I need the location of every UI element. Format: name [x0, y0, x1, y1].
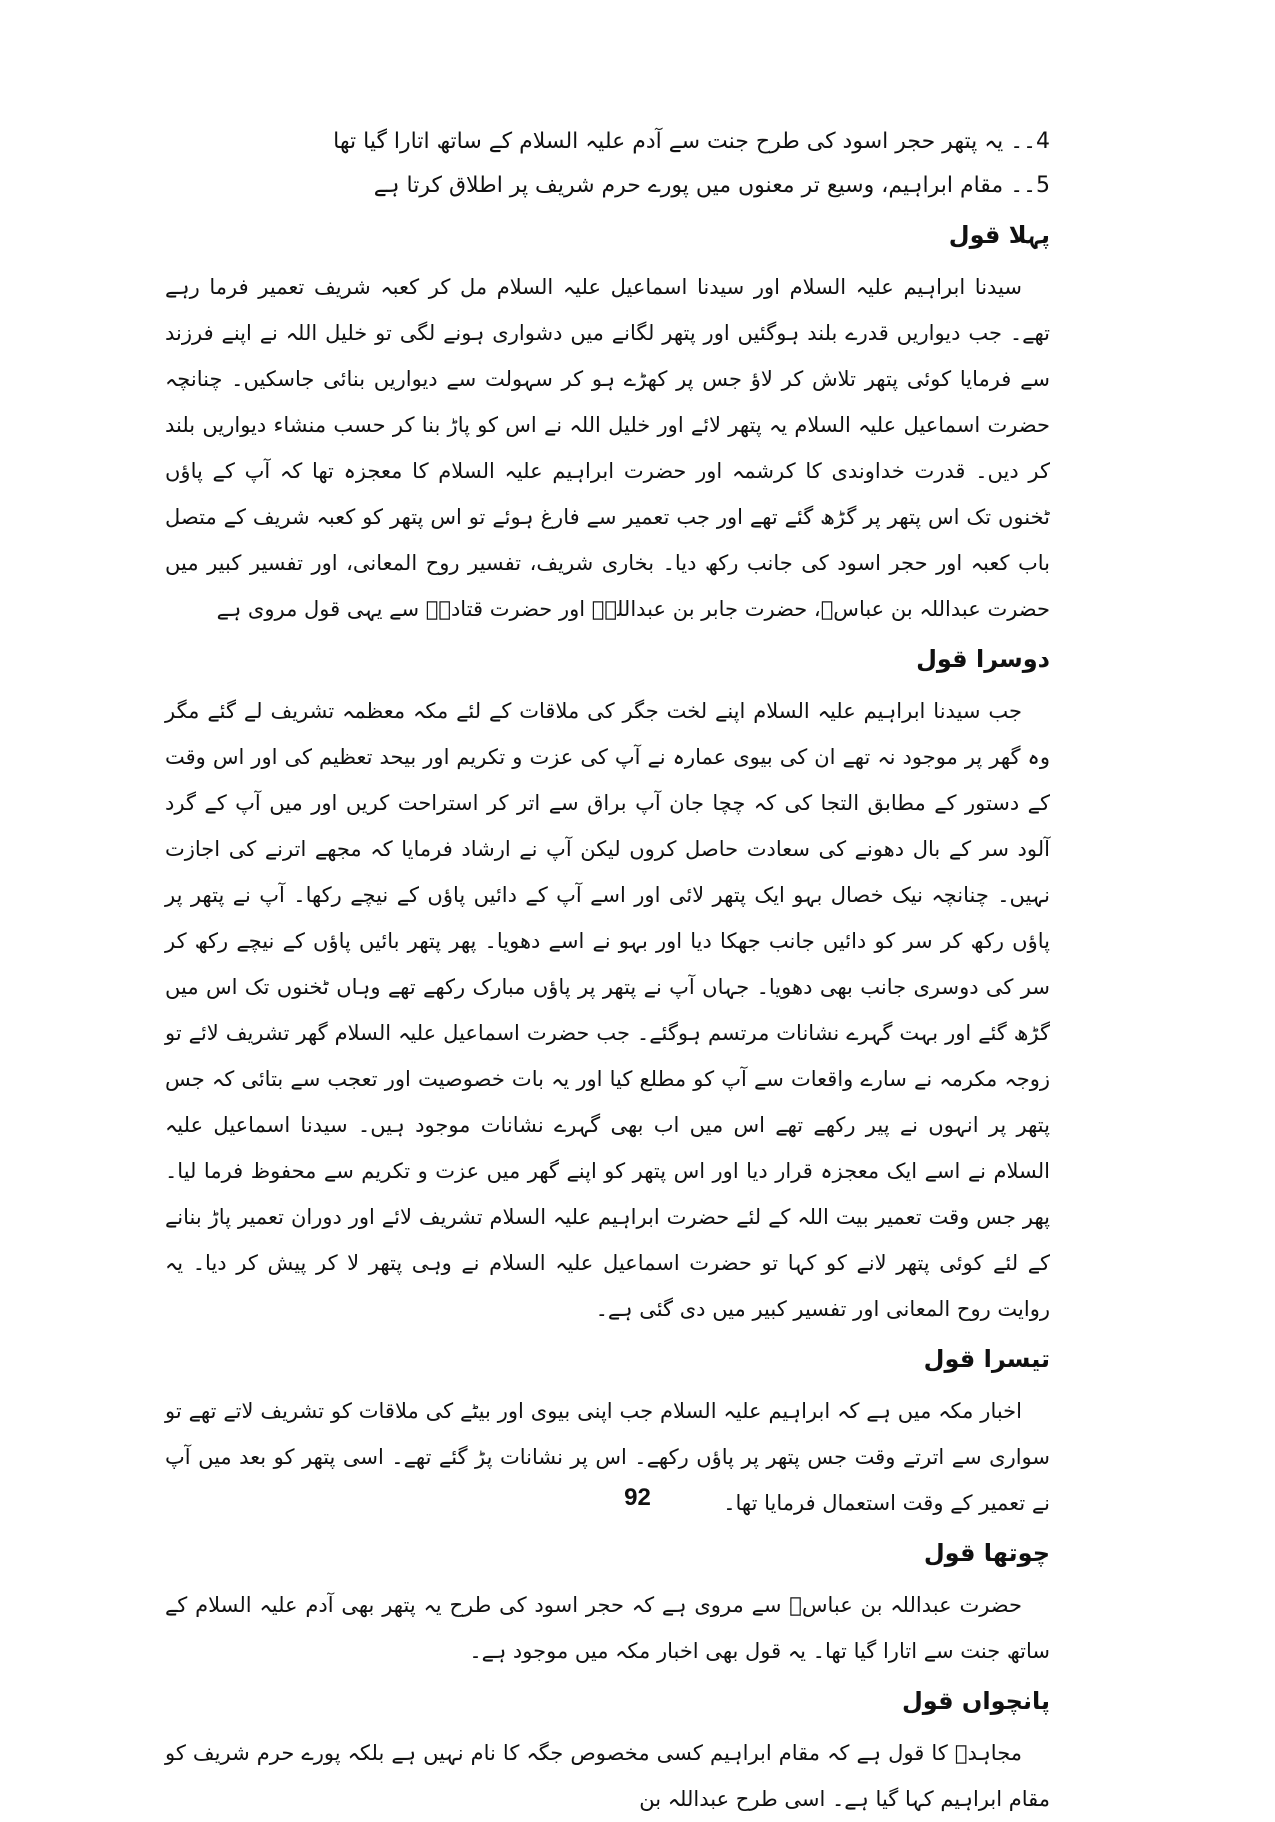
- section-heading: تیسرا قول: [923, 1345, 1050, 1373]
- section-heading: چوتھا قول: [923, 1539, 1050, 1567]
- paragraph: سیدنا ابراہیم علیہ السلام اور سیدنا اسماعیل علیہ السلام مل کر کعبہ شریف تعمیر فرما رہے تھے۔ جب دیواریں قدرے بلند ہوگئیں اور پتھر لگانے میں دشواری ہونے لگی تو خلیل اللہ نے اپنے فرزند سے فرمایا کوئی پتھر تلاش کر لاؤ جس پر کھڑے ہو کر سہولت سے دیواریں بنائی جاسکیں۔ چنانچہ حضرت اسماعیل علیہ السلام یہ پتھر لائے اور خلیل اللہ نے اس کو پاڑ بنا کر حسب منشاء دیواریں بلند کر دیں۔ قدرت خداوندی کا کرشمہ اور حضرت ابراہیم علیہ السلام کا معجزہ تھا کہ آپ کے پاؤں ٹخنوں تک اس پتھر پر گڑھ گئے تھے اور جب تعمیر سے فارغ ہوئے تو اس پتھر کو کعبہ شریف کے متصل باب کعبہ اور حجر اسود کی جانب رکھ دیا۔ بخاری شریف، تفسیر روح المعانی، اور تفسیر کبیر میں حضرت عبداللہ بن عباسؓ، حضرت جابر بن عبداللہؓ اور حضرت قتادہؒ سے یہی قول مروی ہے: [165, 275, 1050, 621]
- paragraph: اخبار مکہ میں ہے کہ ابراہیم علیہ السلام جب اپنی بیوی اور بیٹے کی ملاقات کو تشریف لاتے تھے تو سواری سے اترتے وقت جس پتھر پر پاؤں رکھے۔ اس پر نشانات پڑ گئے تھے۔ اسی پتھر کو بعد میں آپ نے تعمیر کے وقت استعمال فرمایا تھا۔: [165, 1399, 1050, 1515]
- section-heading: پہلا قول: [948, 221, 1050, 249]
- page-body: [165, 120, 1050, 1822]
- list-item: 4۔۔ یہ پتھر حجر اسود کی طرح جنت سے آدم علیہ السلام کے ساتھ اتارا گیا تھا: [333, 129, 1050, 154]
- section-heading: پانچواں قول: [901, 1687, 1050, 1715]
- section-heading: دوسرا قول: [916, 645, 1050, 673]
- paragraph: حضرت عبداللہ بن عباسؓ سے مروی ہے کہ حجر اسود کی طرح یہ پتھر بھی آدم علیہ السلام کے ساتھ جنت سے اتارا گیا تھا۔ یہ قول بھی اخبار مکہ میں موجود ہے۔: [165, 1593, 1050, 1663]
- page-number: 92: [624, 1484, 651, 1511]
- list-item: 5۔۔ مقام ابراہیم، وسیع تر معنوں میں پورے حرم شریف پر اطلاق کرتا ہے: [373, 173, 1050, 198]
- paragraph: جب سیدنا ابراہیم علیہ السلام اپنے لخت جگر کی ملاقات کے لئے مکہ معظمہ تشریف لے گئے مگر وہ گھر پر موجود نہ تھے ان کی بیوی عمارہ نے آپ کی عزت و تکریم اور بیحد تعظیم کی اور اس وقت کے دستور کے مطابق التجا کی کہ چچا جان آپ براق سے اتر کر استراحت کریں اور میں آپ کے گرد آلود سر کے بال دھونے کی سعادت حاصل کروں لیکن آپ نے ارشاد فرمایا کہ مجھے اترنے کی اجازت نہیں۔ چنانچہ نیک خصال بہو ایک پتھر لائی اور اسے آپ کے دائیں پاؤں کے نیچے رکھا۔ آپ نے پتھر پر پاؤں رکھ کر سر کو دائیں جانب جھکا دیا اور بہو نے اسے دھویا۔ پھر پتھر بائیں پاؤں کے نیچے رکھ کر سر کی دوسری جانب بھی دھویا۔ جہاں آپ نے پتھر پر پاؤں مبارک رکھے تھے وہاں ٹخنوں تک اس میں گڑھ گئے اور بہت گہرے نشانات مرتسم ہوگئے۔ جب حضرت اسماعیل علیہ السلام گھر تشریف لائے تو زوجہ مکرمہ نے سارے واقعات سے آپ کو مطلع کیا اور یہ بات خصوصیت اور تعجب سے بتائی کہ جس پتھر پر انہوں نے پیر رکھے تھے اس میں اب بھی گہرے نشانات موجود ہیں۔ سیدنا اسماعیل علیہ السلام نے اسے ایک معجزہ قرار دیا اور اس پتھر کو اپنے گھر میں عزت و تکریم سے محفوظ فرما لیا۔ پھر جس وقت تعمیر بیت اللہ کے لئے حضرت ابراہیم علیہ السلام تشریف لائے اور دوران تعمیر پاڑ بنانے کے لئے کوئی پتھر لانے کو کہا تو حضرت اسماعیل علیہ السلام نے وہی پتھر لا کر پیش کر دیا۔ یہ روایت روح المعانی اور تفسیر کبیر میں دی گئی ہے۔: [165, 699, 1050, 1321]
- paragraph: مجاہدؒ کا قول ہے کہ مقام ابراہیم کسی مخصوص جگہ کا نام نہیں ہے بلکہ پورے حرم شریف کو مقام ابراہیم کہا گیا ہے۔ اسی طرح عبداللہ بن: [165, 1741, 1050, 1811]
